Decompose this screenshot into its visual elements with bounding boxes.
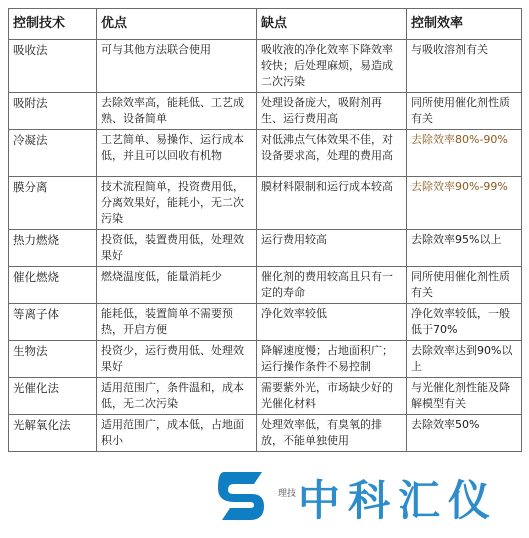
header-efficiency: 控制效率: [407, 9, 522, 40]
cell-efficiency: 与吸收溶剂有关: [407, 40, 522, 93]
cell-cons: 膜材料限制和运行成本较高: [257, 177, 407, 230]
brand-logo-icon: [214, 466, 270, 526]
cell-cons: 对低沸点气体效果不佳，对设备要求高，处理的费用高: [257, 130, 407, 177]
cell-cons: 处理设备庞大，吸附剂再生、运行费用高: [257, 93, 407, 130]
cell-pros: 技术流程简单，投资费用低，分离效果好，能耗小，无二次污染: [97, 177, 257, 230]
cell-pros: 投资低，装置费用低，处理效果好: [97, 230, 257, 267]
cell-pros: 去除效率高，能耗低、工艺成熟、设备简单: [97, 93, 257, 130]
table-row: [9, 267, 522, 304]
cell-cons: 运行费用较高: [257, 230, 407, 267]
table-row: [9, 378, 522, 415]
watermark-brand: 中科汇仪: [298, 476, 499, 525]
cell-efficiency: 同所使用催化剂性质有关: [407, 93, 522, 130]
cell-pros: 可与其他方法联合使用: [97, 40, 257, 93]
cell-tech: 膜分离: [9, 177, 97, 230]
comparison-table: [8, 8, 522, 452]
table-row: [9, 130, 522, 177]
header-pros: 优点: [97, 9, 257, 40]
cell-pros: 能耗低，装置简单不需要预热，开启方便: [97, 304, 257, 341]
watermark-subtext: 理技: [278, 486, 296, 499]
table-row: [9, 341, 522, 378]
cell-tech: 光解氧化法: [9, 415, 97, 452]
cell-pros: 工艺简单、易操作、运行成本低，并且可以回收有机物: [97, 130, 257, 177]
cell-efficiency: 去除效率50%: [407, 415, 522, 452]
cell-tech: 生物法: [9, 341, 97, 378]
cell-pros: 适用范围广，条件温和，成本低，无二次污染: [97, 378, 257, 415]
table-header-row: [9, 9, 522, 40]
table-row: [9, 40, 522, 93]
cell-tech: 吸附法: [9, 93, 97, 130]
cell-cons: 降解速度慢；占地面积广；运行操作条件不易控制: [257, 341, 407, 378]
cell-efficiency: 去除效率95%以上: [407, 230, 522, 267]
cell-efficiency: 去除效率80%-90%: [407, 130, 522, 177]
cell-tech: 催化燃烧: [9, 267, 97, 304]
cell-pros: 投资少，运行费用低、处理效果好: [97, 341, 257, 378]
cell-efficiency: 去除效率达到90%以上: [407, 341, 522, 378]
cell-pros: 适用范围广，成本低，占地面积小: [97, 415, 257, 452]
cell-efficiency: 去除效率90%-99%: [407, 177, 522, 230]
table-row: [9, 177, 522, 230]
cell-efficiency: 净化效率较低，一般低于70%: [407, 304, 522, 341]
cell-tech: 光催化法: [9, 378, 97, 415]
table-row: [9, 93, 522, 130]
cell-cons: 催化剂的费用较高且只有一定的寿命: [257, 267, 407, 304]
cell-efficiency: 同所使用催化剂性质有关: [407, 267, 522, 304]
cell-efficiency: 与光催化剂性能及降解模型有关: [407, 378, 522, 415]
table-row: [9, 230, 522, 267]
watermark: [214, 462, 524, 530]
cell-tech: 等离子体: [9, 304, 97, 341]
header-tech: 控制技术: [9, 9, 97, 40]
cell-cons: 处理效率低，有臭氧的排放，不能单独使用: [257, 415, 407, 452]
cell-pros: 燃烧温度低，能量消耗少: [97, 267, 257, 304]
table-row: [9, 415, 522, 452]
cell-cons: 净化效率较低: [257, 304, 407, 341]
cell-cons: 吸收液的净化效率下降效率较快；后处理麻烦，易造成二次污染: [257, 40, 407, 93]
header-cons: 缺点: [257, 9, 407, 40]
table-row: [9, 304, 522, 341]
cell-tech: 热力燃烧: [9, 230, 97, 267]
cell-cons: 需要紫外光，市场缺少好的光催化材料: [257, 378, 407, 415]
cell-tech: 吸收法: [9, 40, 97, 93]
cell-tech: 冷凝法: [9, 130, 97, 177]
